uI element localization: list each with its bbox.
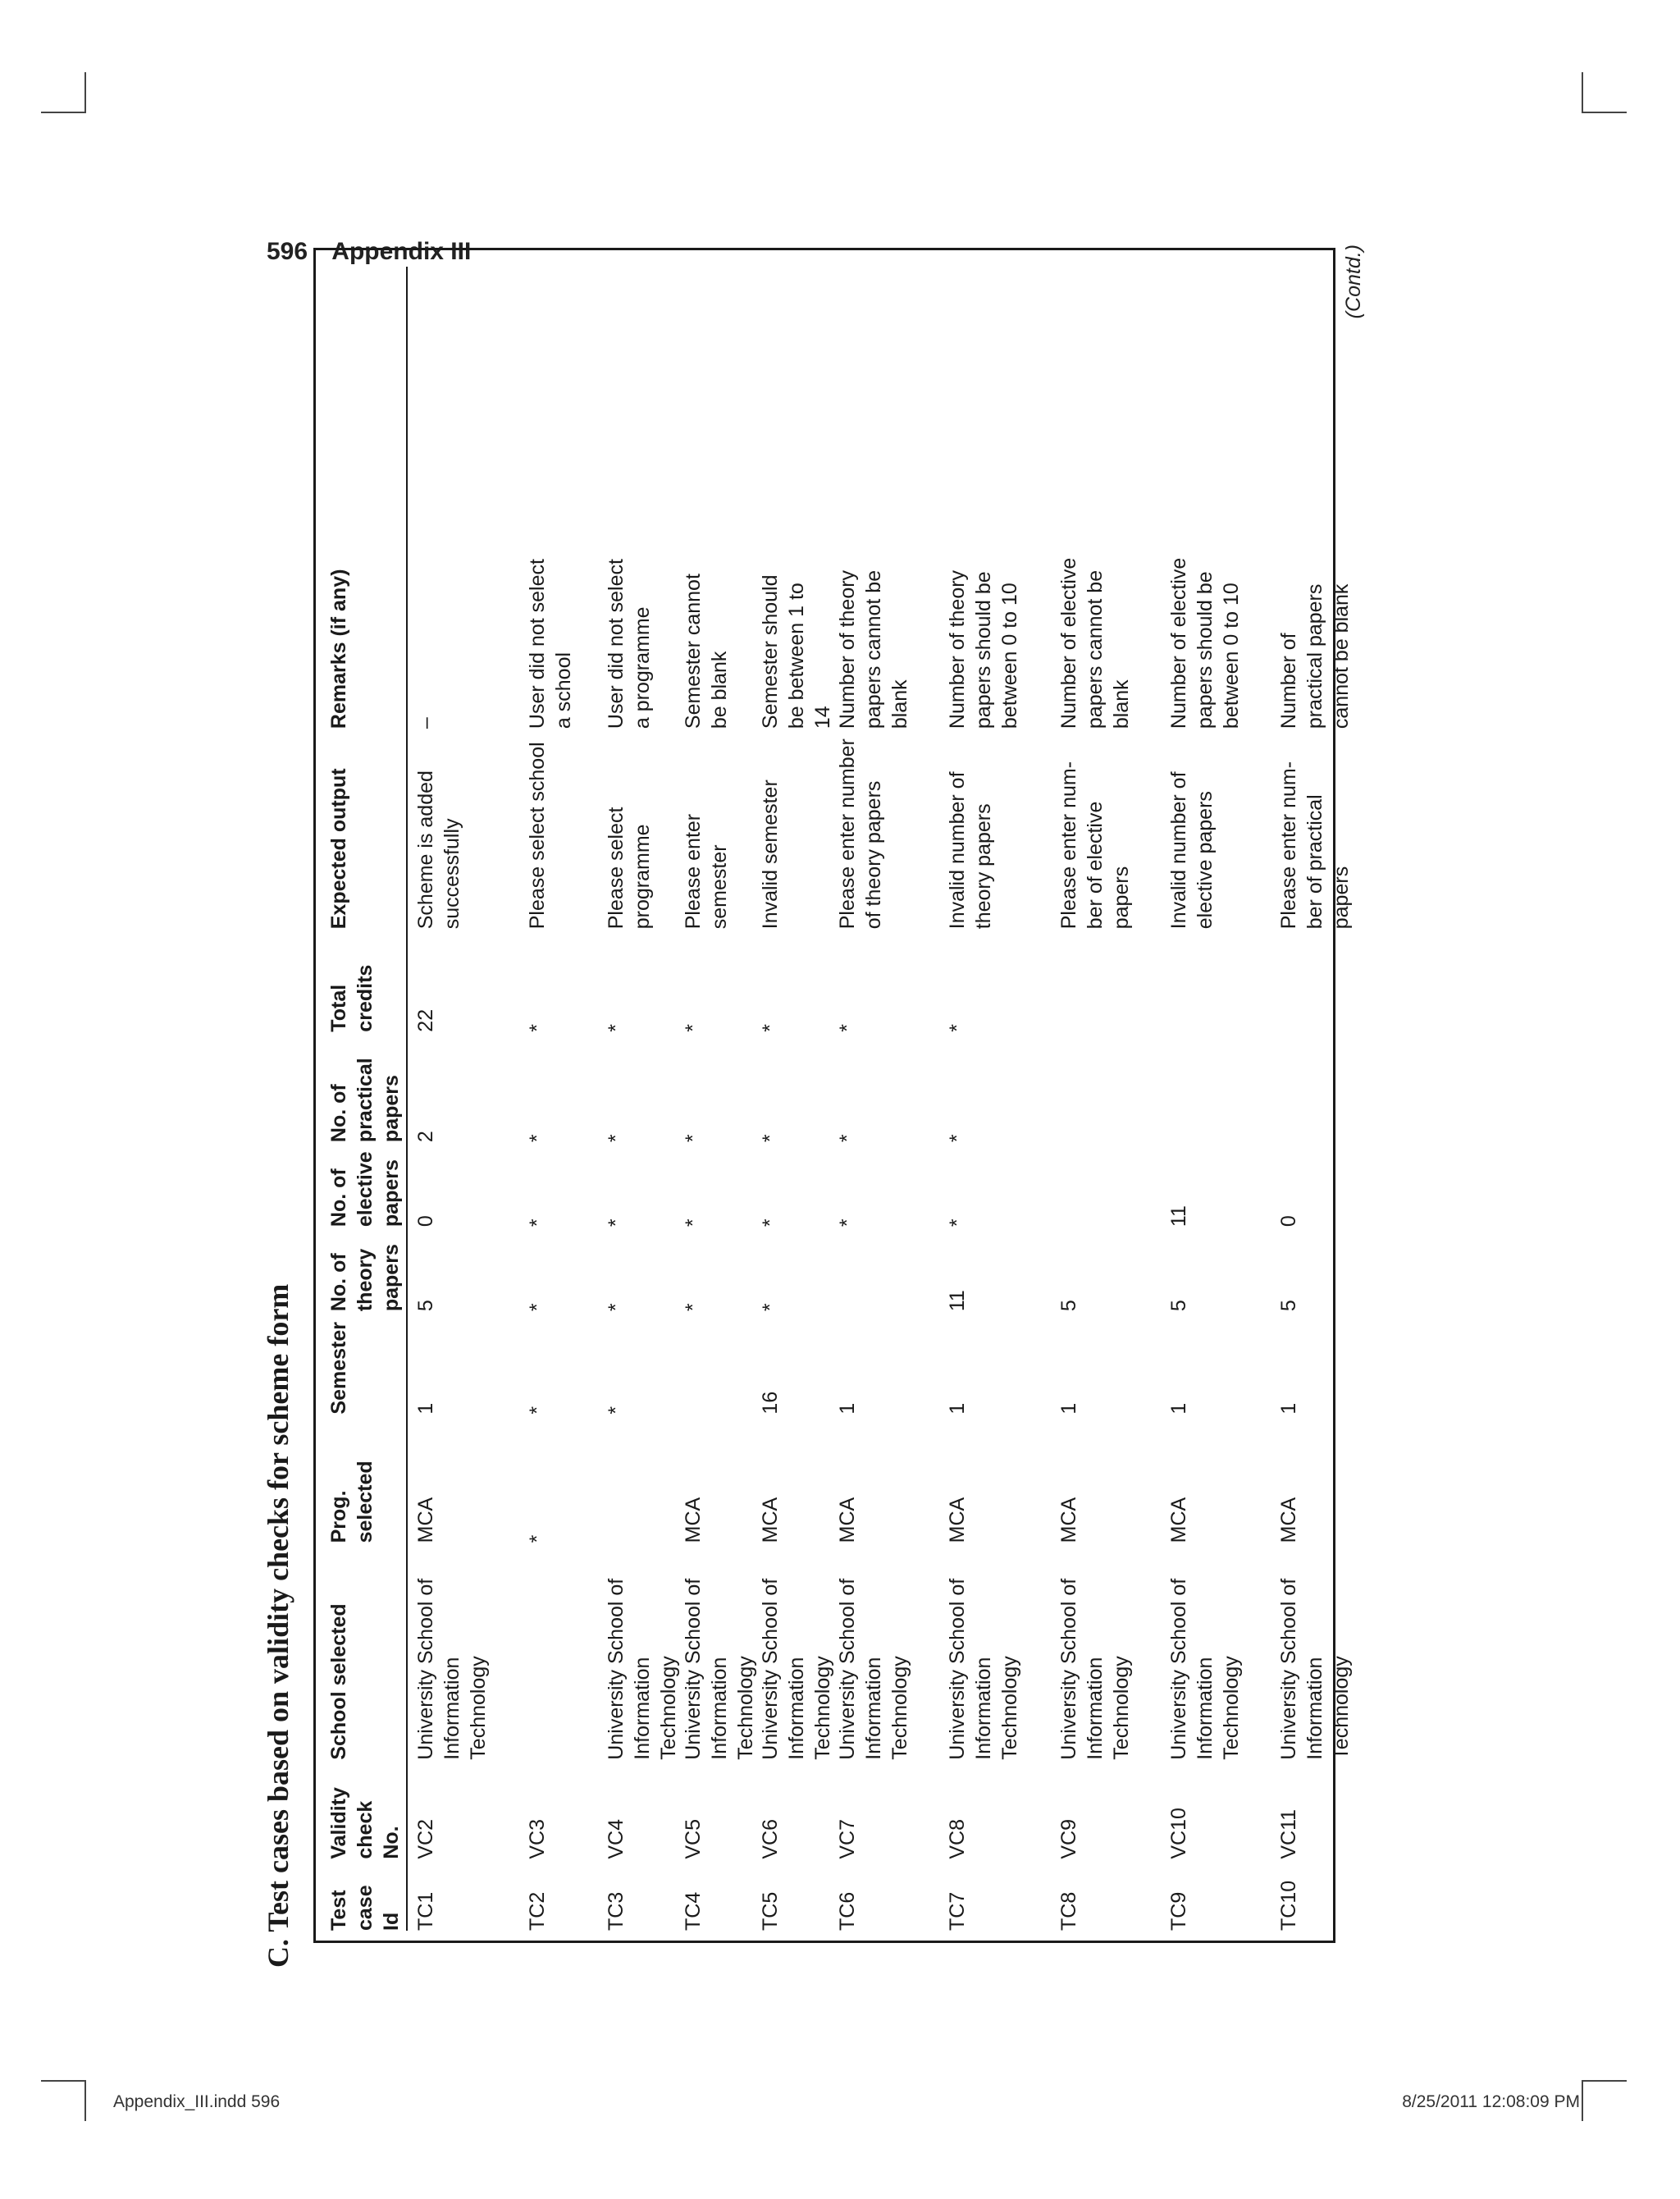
cell-school-selected: University School of Information Technology bbox=[946, 1578, 1021, 1760]
table-row bbox=[675, 267, 757, 1931]
cell-expected-output: Please enter number of theory papers bbox=[836, 738, 885, 930]
cell-total-credits bbox=[1276, 929, 1381, 1031]
cell-theory-papers: * bbox=[605, 1303, 628, 1312]
cell-expected-output: Please select school bbox=[526, 742, 549, 930]
cell-semester: 1 bbox=[414, 1402, 437, 1415]
cell-practical-papers: * bbox=[836, 1134, 859, 1143]
table-row bbox=[598, 267, 680, 1931]
cell-expected-output: Please enter num-ber of practical papers bbox=[1277, 761, 1353, 930]
table-row bbox=[1051, 267, 1161, 1931]
crop-mark bbox=[41, 112, 86, 113]
crop-mark bbox=[41, 2080, 86, 2082]
cell-practical-papers: * bbox=[946, 1134, 969, 1143]
table-row bbox=[408, 267, 519, 1931]
column-header-elective-papers: No. of elective papers bbox=[327, 1151, 403, 1228]
cell-practical-papers bbox=[1166, 1032, 1271, 1142]
cell-total-credits: 22 bbox=[414, 1008, 437, 1032]
cell-test-case-id: TC8 bbox=[1057, 1891, 1080, 1931]
cell-prog-selected: MCA bbox=[1057, 1497, 1080, 1543]
table-row bbox=[519, 267, 598, 1931]
cell-elective-papers bbox=[1056, 1142, 1161, 1227]
cell-school-selected: University School of Information Technology bbox=[759, 1578, 834, 1760]
column-header-validity-check-no: Validity check No. bbox=[327, 1787, 403, 1859]
cell-validity-check-no: VC7 bbox=[836, 1819, 859, 1859]
cell-school-selected: University School of Information Technology bbox=[414, 1578, 490, 1760]
cell-semester: 1 bbox=[946, 1402, 969, 1415]
table-row bbox=[1161, 267, 1271, 1931]
table-body bbox=[326, 267, 1381, 1931]
cell-expected-output: Scheme is added successfully bbox=[414, 770, 463, 930]
cell-expected-output: Please enter num-ber of elective papers bbox=[1057, 761, 1133, 930]
cell-theory-papers: 5 bbox=[1057, 1300, 1080, 1312]
cell-theory-papers: * bbox=[682, 1303, 705, 1312]
column-header-semester: Semester bbox=[327, 1322, 350, 1415]
cell-school-selected: University School of Information Technology bbox=[1277, 1578, 1353, 1760]
cell-validity-check-no: VC6 bbox=[759, 1819, 782, 1859]
column-header-test-case-id: Test case Id bbox=[327, 1885, 403, 1931]
cell-school-selected: University School of Information Technology bbox=[605, 1578, 680, 1760]
cell-validity-check-no: VC9 bbox=[1057, 1819, 1080, 1859]
cell-elective-papers: * bbox=[682, 1218, 705, 1228]
cell-remarks: Number of practical papers cannot be blank bbox=[1277, 583, 1353, 729]
slug-filename: Appendix_III.indd 596 bbox=[113, 2092, 281, 2111]
cell-practical-papers bbox=[1056, 1032, 1161, 1142]
cell-semester: 1 bbox=[1057, 1402, 1080, 1415]
cell-validity-check-no: VC10 bbox=[1167, 1808, 1190, 1859]
cell-semester: 16 bbox=[759, 1391, 782, 1415]
column-header-remarks: Remarks (if any) bbox=[327, 569, 350, 729]
column-header-prog-selected: Prog. selected bbox=[327, 1461, 377, 1543]
cell-semester: 1 bbox=[1277, 1402, 1300, 1415]
crop-mark bbox=[1582, 2080, 1583, 2121]
cell-validity-check-no: VC11 bbox=[1277, 1808, 1300, 1859]
cell-remarks: Number of elective papers cannot be blank bbox=[1057, 557, 1133, 729]
section-title: C. Test cases based on validity checks for scheme form bbox=[262, 1283, 294, 1968]
cell-expected-output: Please enter semester bbox=[682, 813, 731, 930]
cell-theory-papers: 5 bbox=[414, 1300, 437, 1312]
crop-mark bbox=[1582, 2080, 1627, 2082]
cell-practical-papers: * bbox=[526, 1134, 549, 1143]
cell-remarks: User did not select a programme bbox=[605, 559, 654, 729]
cell-semester: 1 bbox=[1167, 1402, 1190, 1415]
table-row bbox=[752, 267, 834, 1931]
cell-theory-papers: * bbox=[526, 1303, 549, 1312]
cell-theory-papers: 5 bbox=[1277, 1300, 1300, 1312]
cell-remarks: Semester cannot be blank bbox=[682, 574, 731, 729]
cell-expected-output: Invalid semester bbox=[759, 779, 782, 930]
slug-timestamp: 8/25/2011 12:08:09 PM bbox=[1402, 2092, 1580, 2111]
cell-prog-selected: MCA bbox=[414, 1497, 437, 1543]
cell-elective-papers: * bbox=[946, 1218, 969, 1228]
cell-elective-papers: 0 bbox=[1277, 1215, 1300, 1228]
cell-prog-selected: MCA bbox=[682, 1497, 705, 1543]
cell-test-case-id: TC2 bbox=[526, 1891, 549, 1931]
cell-test-case-id: TC5 bbox=[759, 1891, 782, 1931]
cell-school-selected: University School of Information Technology bbox=[1057, 1578, 1133, 1760]
table-row bbox=[1271, 267, 1381, 1931]
cell-practical-papers: 2 bbox=[414, 1131, 437, 1143]
cell-elective-papers: * bbox=[605, 1218, 628, 1228]
cell-school-selected: University School of Information Technology bbox=[1167, 1578, 1243, 1760]
cell-theory-papers: 5 bbox=[1167, 1300, 1190, 1312]
cell-prog-selected: MCA bbox=[1167, 1497, 1190, 1543]
cell-remarks: Number of elective papers should be between 0 to 10 bbox=[1167, 557, 1243, 729]
cell-expected-output: Please select programme bbox=[605, 807, 654, 930]
cell-elective-papers: * bbox=[836, 1218, 859, 1228]
cell-test-case-id: TC7 bbox=[946, 1891, 969, 1931]
crop-mark bbox=[84, 2080, 86, 2121]
cell-remarks: – bbox=[414, 717, 437, 729]
cell-school-selected: University School of Information Technology bbox=[682, 1578, 757, 1760]
cell-test-case-id: TC9 bbox=[1167, 1891, 1190, 1931]
cell-test-case-id: TC6 bbox=[836, 1891, 859, 1931]
table-row bbox=[939, 267, 1051, 1931]
cell-test-case-id: TC10 bbox=[1277, 1880, 1300, 1931]
table-header-row bbox=[326, 267, 408, 1931]
cell-practical-papers bbox=[1276, 1032, 1381, 1142]
column-header-school-selected: School selected bbox=[327, 1603, 350, 1760]
cell-remarks: User did not select a school bbox=[526, 559, 575, 729]
cell-prog-selected: MCA bbox=[836, 1497, 859, 1543]
cell-semester: * bbox=[605, 1406, 628, 1415]
cell-elective-papers: * bbox=[526, 1218, 549, 1228]
test-case-table bbox=[313, 248, 1353, 1943]
cell-test-case-id: TC4 bbox=[682, 1891, 705, 1931]
cell-prog-selected bbox=[603, 1415, 675, 1543]
cell-total-credits: * bbox=[526, 1023, 549, 1032]
page-number: 596 bbox=[267, 238, 308, 265]
cell-semester: 1 bbox=[836, 1402, 859, 1415]
cell-theory-papers: * bbox=[759, 1303, 782, 1312]
continued-note: (Contd.) bbox=[1342, 245, 1365, 319]
cell-validity-check-no: VC2 bbox=[414, 1819, 437, 1859]
cell-prog-selected: MCA bbox=[1277, 1497, 1300, 1543]
cell-elective-papers: * bbox=[759, 1218, 782, 1228]
crop-mark bbox=[84, 72, 86, 113]
running-title: Appendix III bbox=[331, 238, 472, 265]
crop-mark bbox=[1582, 112, 1627, 113]
cell-practical-papers: * bbox=[759, 1134, 782, 1143]
cell-validity-check-no: VC3 bbox=[526, 1819, 549, 1859]
cell-total-credits: * bbox=[682, 1023, 705, 1032]
cell-total-credits: * bbox=[759, 1023, 782, 1032]
cell-validity-check-no: VC5 bbox=[682, 1819, 705, 1859]
cell-prog-selected: * bbox=[526, 1534, 549, 1543]
column-header-practical-papers: No. of practical papers bbox=[327, 1058, 403, 1143]
cell-remarks: Number of theory papers cannot be blank bbox=[836, 569, 911, 729]
crop-mark bbox=[1582, 72, 1583, 113]
cell-theory-papers bbox=[834, 1227, 939, 1311]
cell-total-credits: * bbox=[605, 1023, 628, 1032]
cell-total-credits: * bbox=[946, 1023, 969, 1032]
cell-school-selected: University School of Information Technology bbox=[836, 1578, 911, 1760]
cell-practical-papers: * bbox=[605, 1134, 628, 1143]
cell-elective-papers: 0 bbox=[414, 1215, 437, 1228]
cell-school-selected bbox=[524, 1543, 598, 1759]
cell-semester: * bbox=[526, 1406, 549, 1415]
cell-test-case-id: TC3 bbox=[605, 1891, 628, 1931]
column-header-total-credits: Total credits bbox=[327, 964, 377, 1032]
column-header-theory-papers: No. of theory papers bbox=[327, 1244, 403, 1312]
table-row bbox=[829, 267, 939, 1931]
cell-prog-selected: MCA bbox=[946, 1497, 969, 1543]
cell-expected-output: Invalid number of theory papers bbox=[946, 771, 995, 930]
cell-test-case-id: TC1 bbox=[414, 1891, 437, 1931]
cell-remarks: Semester should be between 1 to 14 bbox=[759, 574, 834, 729]
cell-total-credits bbox=[1056, 929, 1161, 1031]
column-header-expected-output: Expected output bbox=[327, 768, 350, 930]
cell-total-credits bbox=[1166, 929, 1271, 1031]
cell-prog-selected: MCA bbox=[759, 1497, 782, 1543]
cell-validity-check-no: VC4 bbox=[605, 1819, 628, 1859]
cell-practical-papers: * bbox=[682, 1134, 705, 1143]
cell-theory-papers: 11 bbox=[946, 1290, 969, 1312]
cell-elective-papers: 11 bbox=[1167, 1205, 1190, 1228]
rotated-content bbox=[261, 236, 1442, 1968]
cell-total-credits: * bbox=[836, 1023, 859, 1032]
cell-semester bbox=[680, 1311, 752, 1414]
cell-expected-output: Invalid number of elective papers bbox=[1167, 771, 1217, 930]
cell-validity-check-no: VC8 bbox=[946, 1819, 969, 1859]
cell-remarks: Number of theory papers should be between 0 to 10 bbox=[946, 569, 1021, 729]
